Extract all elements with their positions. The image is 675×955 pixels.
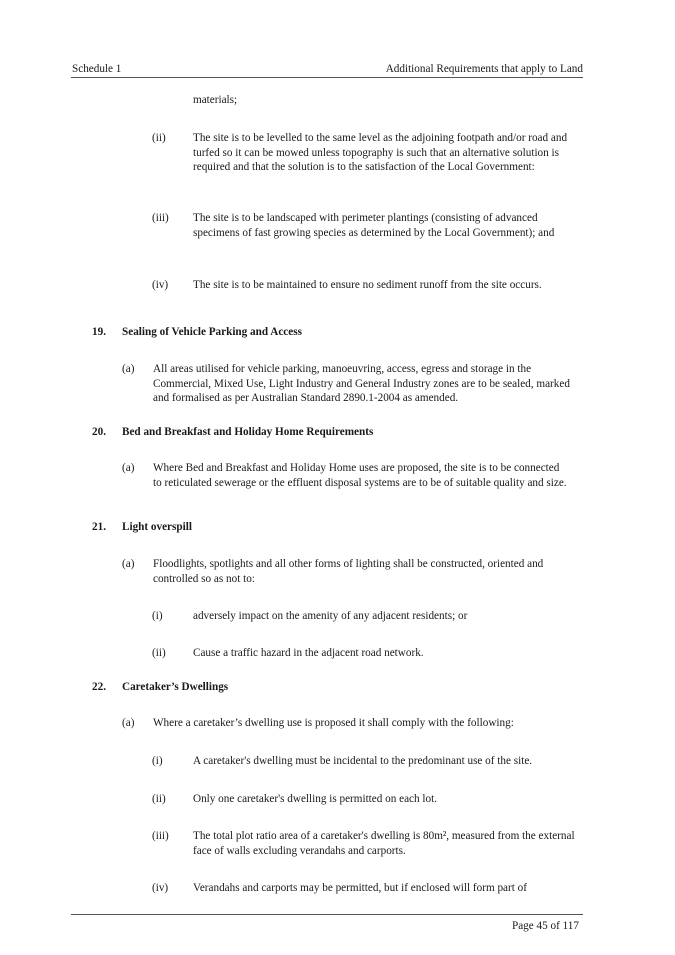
section-22-iii-number: (iii) (152, 830, 169, 842)
section-22-a-number: (a) (122, 717, 135, 729)
section-22-heading: Caretaker’s Dwellings (122, 681, 229, 693)
section-21-ii-text: Cause a traffic hazard in the adjacent road network. (193, 647, 424, 659)
item-iii-text: The site is to be landscaped with perimeter plantings (consisting of advanced specimens of fast growing species as determined by the Local Government); and (193, 212, 555, 239)
item-ii-text: The site is to be levelled to the same level as the adjoining footpath and/or road and turfed so it can be mowed unless topography is such that an alternative solution is required and that the solution is to the satisfaction of the Local Government: (193, 132, 568, 174)
section-22-i-text: A caretaker's dwelling must be incidental to the predominant use of the site. (193, 755, 533, 767)
header-schedule: Schedule 1 (72, 63, 122, 75)
section-22-iv-text: Verandahs and carports may be permitted, but if enclosed will form part of (193, 882, 527, 894)
section-21-heading: Light overspill (122, 521, 192, 533)
section-22-iii-text: The total plot ratio area of a caretaker's dwelling is 80m², measured from the external face of walls excluding verandahs and carports. (193, 830, 575, 857)
section-22-i-number: (i) (152, 755, 163, 767)
continued-text: materials; (193, 94, 238, 106)
footer-rule (71, 914, 583, 915)
section-21-i-number: (i) (152, 610, 163, 622)
section-21-ii-number: (ii) (152, 647, 166, 659)
section-21-number: 21. (92, 521, 106, 533)
section-19-a-text: All areas utilised for vehicle parking, manoeuvring, access, egress and storage in the Commercial, Mixed Use, Light Industry and General Industry zones are to be sealed, marked and formalised as per Australian Standard 2890.1-2004 as amended. (153, 363, 570, 405)
section-21-a-text: Floodlights, spotlights and all other forms of lighting shall be constructed, oriented and controlled so as not to: (153, 558, 544, 585)
section-19-number: 19. (92, 326, 106, 338)
section-22-number: 22. (92, 681, 106, 693)
section-21-a-number: (a) (122, 558, 135, 570)
section-19-heading: Sealing of Vehicle Parking and Access (122, 326, 302, 338)
page-number: Page 45 of 117 (511, 920, 579, 932)
item-iv-text: The site is to be maintained to ensure no sediment runoff from the site occurs. (193, 279, 542, 291)
item-iv-number: (iv) (152, 279, 169, 291)
item-iii-number: (iii) (152, 212, 169, 224)
section-20-a-text: Where Bed and Breakfast and Holiday Home uses are proposed, the site is to be connected to reticulated sewerage or the effluent disposal systems are to be of suitable quality and size. (153, 462, 567, 489)
header-title: Additional Requirements that apply to Land (385, 63, 583, 75)
section-20-number: 20. (92, 426, 106, 438)
section-22-a-text: Where a caretaker’s dwelling use is proposed it shall comply with the following: (153, 717, 514, 729)
section-20-heading: Bed and Breakfast and Holiday Home Requirements (122, 426, 374, 438)
section-22-ii-text: Only one caretaker's dwelling is permitted on each lot. (193, 793, 438, 805)
section-22-ii-number: (ii) (152, 793, 166, 805)
section-19-a-number: (a) (122, 363, 135, 375)
header-rule (71, 77, 583, 78)
section-21-i-text: adversely impact on the amenity of any adjacent residents; or (193, 610, 468, 622)
section-22-iv-number: (iv) (152, 882, 169, 894)
item-ii-number: (ii) (152, 132, 166, 144)
section-20-a-number: (a) (122, 462, 135, 474)
